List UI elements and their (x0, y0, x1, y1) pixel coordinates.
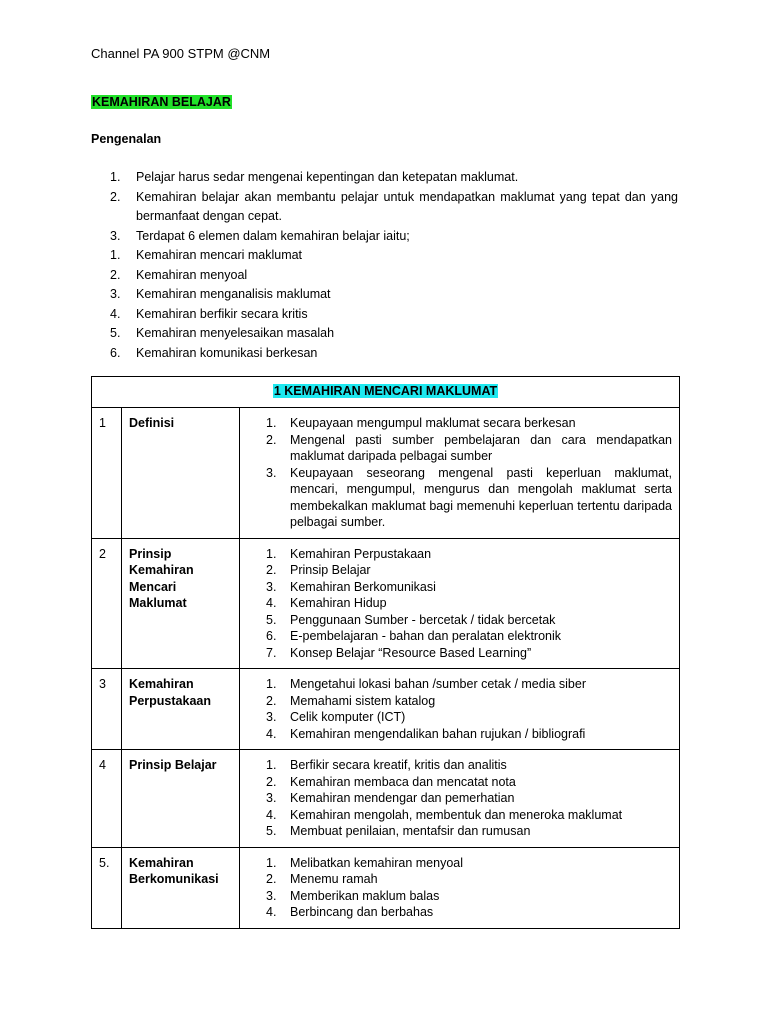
table-row (92, 669, 680, 750)
content-list-item (266, 612, 672, 629)
intro-item-text: Kemahiran menyelesaikan masalah (136, 326, 335, 340)
content-item-text: Keupayaan seseorang mengenal pasti keperluan maklumat, mencari, mengumpul, mengurus dan mengolah maklumat serta membekalkan maklumat bagi memenuhi keperluan tertentu daripada pelbagai sumber. (290, 465, 673, 529)
intro-item-text: Kemahiran berfikir secara kritis (136, 306, 308, 321)
content-list-item (266, 628, 672, 645)
intro-list-item (110, 285, 678, 305)
intro-list-item (110, 305, 678, 325)
content-item-text: Kemahiran membaca dan mencatat nota (290, 774, 516, 789)
content-item-text: Konsep Belajar “Resource Based Learning” (290, 645, 532, 660)
content-item-text: Menemu ramah (290, 872, 378, 886)
content-item-number: 7. (266, 645, 277, 660)
content-item-text: Kemahiran mengolah, membentuk dan meneroka maklumat (290, 807, 623, 822)
table-row (92, 847, 680, 928)
content-item-number: 2. (266, 872, 277, 886)
row-content-cell (240, 538, 680, 669)
row-label-cell (122, 669, 240, 750)
content-item-number: 4. (266, 726, 277, 741)
row-content-cell (240, 750, 680, 848)
title-wrapper (91, 94, 232, 110)
row-number: 2 (92, 538, 122, 669)
content-item-number: 3. (266, 791, 277, 805)
row-label: Definisi (129, 416, 175, 430)
content-item-text: Kemahiran Berkomunikasi (290, 579, 436, 594)
content-item-text: Penggunaan Sumber - bercetak / tidak bercetak (290, 612, 556, 627)
content-item-number: 1. (266, 677, 277, 691)
content-item-text: Mengetahui lokasi bahan /sumber cetak / media siber (290, 677, 586, 691)
content-item-text: E-pembelajaran - bahan dan peralatan elektronik (290, 629, 562, 643)
content-list-item (266, 888, 672, 905)
intro-heading: Pengenalan (91, 132, 162, 146)
intro-item-text: Kemahiran menganalisis maklumat (136, 287, 331, 301)
row-label: Prinsip Kemahiran Mencari Maklumat (129, 546, 194, 610)
content-list-item (266, 855, 672, 872)
content-item-text: Kemahiran mendengar dan pemerhatian (290, 791, 515, 805)
intro-item-number: 4. (110, 306, 121, 321)
table-header-cell (92, 377, 680, 408)
row-label-cell (122, 408, 240, 539)
content-item-text: Keupayaan mengumpul maklumat secara berkesan (290, 416, 576, 430)
content-item-number: 2. (266, 563, 277, 577)
intro-list-item (110, 344, 678, 364)
content-list-item (266, 823, 672, 840)
table-header-row (92, 377, 680, 408)
content-item-number: 4. (266, 807, 277, 822)
content-list-item (266, 415, 672, 432)
intro-item-number: 2. (110, 267, 121, 282)
content-list-item (266, 871, 672, 888)
intro-list (110, 168, 678, 363)
intro-item-number: 3. (110, 228, 121, 243)
content-list-item (266, 595, 672, 612)
row-content-cell (240, 669, 680, 750)
content-item-number: 3. (266, 888, 277, 903)
content-item-text: Berbincang dan berbahas (290, 905, 434, 919)
content-item-text: Berfikir secara kreatif, kritis dan analitis (290, 758, 507, 772)
intro-list-item (110, 246, 678, 266)
content-list-item (266, 757, 672, 774)
content-item-text: Celik komputer (ICT) (290, 710, 406, 724)
row-label-cell (122, 538, 240, 669)
row-content-cell (240, 408, 680, 539)
content-list-item (266, 465, 672, 531)
table-row (92, 538, 680, 669)
content-list-item (266, 709, 672, 726)
row-label: Prinsip Belajar (129, 758, 217, 772)
table-row (92, 750, 680, 848)
row-number: 5. (92, 847, 122, 928)
intro-list-item (110, 168, 678, 188)
content-item-text: Membuat penilaian, mentafsir dan rumusan (290, 824, 531, 838)
content-list-item (266, 432, 672, 465)
content-item-number: 5. (266, 612, 277, 627)
intro-item-text: Kemahiran belajar akan membantu pelajar untuk mendapatkan maklumat yang tepat dan yang bermanfaat dengan cepat. (136, 189, 678, 223)
intro-item-text: Kemahiran menyoal (136, 267, 248, 282)
intro-item-text: Kemahiran mencari maklumat (136, 248, 303, 262)
intro-list-item (110, 324, 678, 344)
content-list-item (266, 693, 672, 710)
content-item-number: 1. (266, 546, 277, 561)
intro-list-item (110, 227, 678, 247)
content-item-text: Memberikan maklum balas (290, 888, 440, 903)
content-list-item (266, 546, 672, 563)
content-item-number: 3. (266, 710, 277, 724)
content-list-item (266, 645, 672, 662)
row-content-cell (240, 847, 680, 928)
content-item-number: 4. (266, 905, 277, 919)
content-item-number: 6. (266, 629, 277, 643)
content-list-item (266, 562, 672, 579)
intro-item-number: 1. (110, 248, 121, 262)
skills-table (91, 376, 680, 929)
content-list-item (266, 579, 672, 596)
content-item-number: 2. (266, 774, 277, 789)
row-label-cell (122, 847, 240, 928)
content-item-text: Prinsip Belajar (290, 563, 371, 577)
content-item-number: 2. (266, 432, 277, 447)
content-item-number: 1. (266, 416, 277, 430)
intro-item-number: 2. (110, 189, 121, 204)
intro-item-text: Kemahiran komunikasi berkesan (136, 345, 318, 360)
content-item-number: 1. (266, 758, 277, 772)
table-row (92, 408, 680, 539)
content-list-item (266, 807, 672, 824)
intro-item-number: 3. (110, 287, 121, 301)
content-item-number: 3. (266, 579, 277, 594)
intro-item-number: 5. (110, 326, 121, 340)
content-list-item (266, 904, 672, 921)
row-label: Kemahiran Berkomunikasi (129, 855, 219, 886)
table-header-title: 1 KEMAHIRAN MENCARI MAKLUMAT (273, 384, 498, 398)
content-item-text: Melibatkan kemahiran menyoal (290, 855, 464, 870)
row-number: 3 (92, 669, 122, 750)
content-list-item (266, 726, 672, 743)
row-number: 4 (92, 750, 122, 848)
row-number: 1 (92, 408, 122, 539)
row-label-cell (122, 750, 240, 848)
intro-list-item (110, 188, 678, 227)
content-item-number: 3. (266, 465, 277, 480)
intro-list-item (110, 266, 678, 286)
intro-item-text: Terdapat 6 elemen dalam kemahiran belajar iaitu; (136, 228, 410, 243)
content-list-item (266, 774, 672, 791)
intro-item-number: 6. (110, 345, 121, 360)
content-item-number: 4. (266, 596, 277, 610)
intro-item-text: Pelajar harus sedar mengenai kepentingan dan ketepatan maklumat. (136, 170, 519, 184)
content-item-text: Kemahiran Hidup (290, 596, 387, 610)
intro-item-number: 1. (110, 170, 121, 184)
content-item-number: 1. (266, 855, 277, 870)
content-item-text: Kemahiran mengendalikan bahan rujukan / bibliografi (290, 726, 586, 741)
content-list-item (266, 676, 672, 693)
content-item-text: Memahami sistem katalog (290, 693, 436, 708)
content-item-text: Kemahiran Perpustakaan (290, 546, 432, 561)
content-item-text: Mengenal pasti sumber pembelajaran dan cara mendapatkan maklumat daripada pelbagai sumber (290, 432, 673, 463)
row-label: Kemahiran Perpustakaan (129, 677, 211, 708)
content-list-item (266, 790, 672, 807)
content-item-number: 5. (266, 824, 277, 838)
channel-header: Channel PA 900 STPM @CNM (91, 46, 271, 61)
document-title: KEMAHIRAN BELAJAR (92, 95, 231, 109)
content-item-number: 2. (266, 693, 277, 708)
